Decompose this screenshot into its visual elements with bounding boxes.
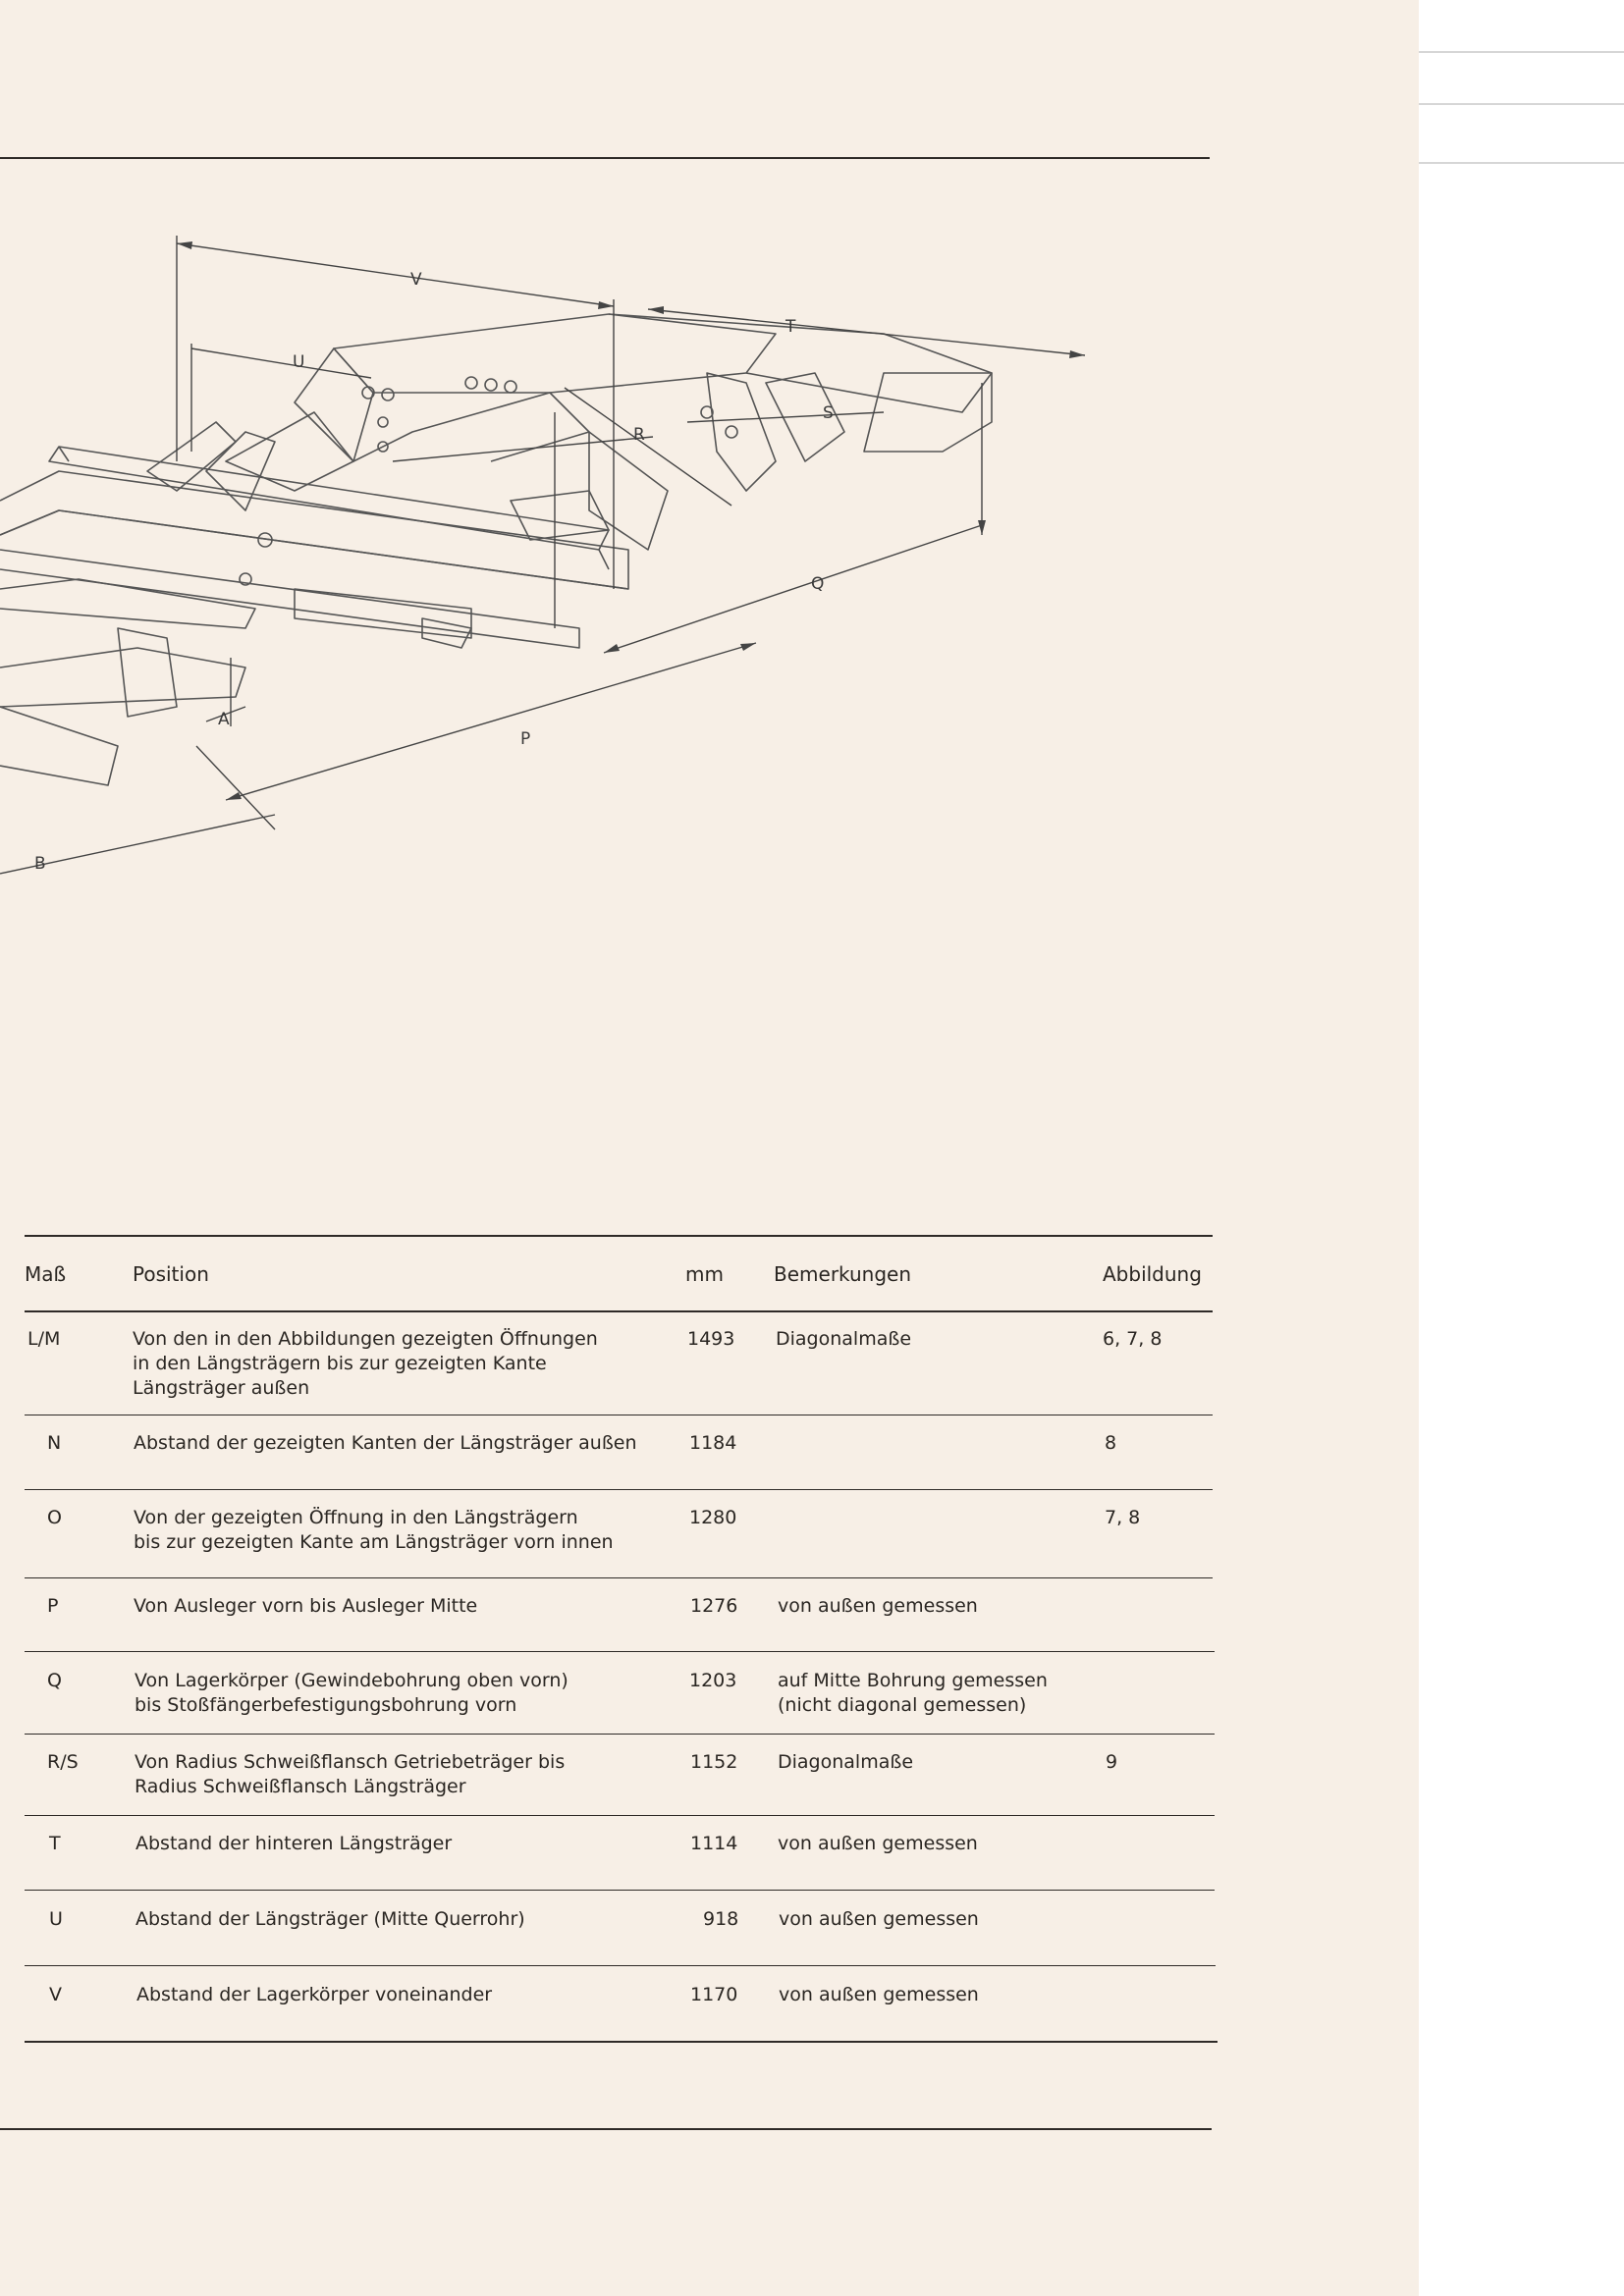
row-position: Abstand der hinteren Längsträger: [135, 1833, 453, 1854]
row-position: Von Radius Schweißflansch Getriebeträger bis Radius Schweißflansch Längsträger: [135, 1751, 566, 1797]
row-rule: [25, 1651, 1215, 1652]
row-position: Abstand der Längsträger (Mitte Querrohr): [135, 1908, 525, 1930]
edge-tab: [1419, 103, 1624, 105]
row-abbildung: 9: [1106, 1751, 1118, 1773]
page-edge: [1419, 0, 1624, 2296]
row-position: Abstand der Lagerkörper voneinander: [136, 1984, 493, 2005]
table-top-rule: [25, 1235, 1213, 1237]
row-rule: [25, 1815, 1215, 1816]
row-mass: V: [49, 1984, 62, 2005]
row-bemerkung: von außen gemessen: [778, 1595, 978, 1617]
row-rule: [25, 1734, 1215, 1735]
row-bemerkung: von außen gemessen: [778, 1833, 978, 1854]
dim-label-t: T: [785, 317, 796, 337]
dim-label-r: R: [633, 425, 645, 445]
row-position: Von Ausleger vorn bis Ausleger Mitte: [134, 1595, 478, 1617]
row-abbildung: 6, 7, 8: [1103, 1328, 1163, 1350]
row-bemerkung: Diagonalmaße: [776, 1328, 912, 1350]
row-bemerkung: von außen gemessen: [779, 1908, 979, 1930]
row-mm: 918: [703, 1908, 739, 1930]
row-position: Von der gezeigten Öffnung in den Längsträgern bis zur gezeigten Kante am Längsträger vorn innen: [134, 1507, 614, 1553]
chassis-frame-diagram: [0, 216, 1110, 903]
edge-tab: [1419, 162, 1624, 164]
row-mm: 1280: [689, 1507, 737, 1528]
row-position: Von Lagerkörper (Gewindebohrung oben vorn) bis Stoßfängerbefestigungsbohrung vorn: [135, 1670, 568, 1716]
header-abbildung: Abbildung: [1103, 1262, 1202, 1286]
header-bemerkungen: Bemerkungen: [774, 1262, 912, 1286]
header-position: Position: [133, 1262, 209, 1286]
dim-label-b: B: [34, 854, 46, 874]
row-mm: 1203: [689, 1670, 737, 1691]
row-bemerkung: auf Mitte Bohrung gemessen (nicht diagonal gemessen): [778, 1670, 1048, 1716]
row-mass: P: [47, 1595, 59, 1617]
row-mass: L/M: [27, 1328, 61, 1350]
row-mm: 1493: [687, 1328, 735, 1350]
top-rule: [0, 157, 1210, 159]
row-rule: [25, 1965, 1216, 1966]
row-mm: 1276: [690, 1595, 738, 1617]
row-abbildung: 7, 8: [1105, 1507, 1141, 1528]
row-position: Von den in den Abbildungen gezeigten Öffnungen in den Längsträgern bis zur gezeigten Kante Längsträger außen: [133, 1328, 598, 1399]
row-mm: 1114: [690, 1833, 738, 1854]
row-mm: 1184: [689, 1432, 737, 1454]
header-mm: mm: [685, 1262, 724, 1286]
dim-label-p: P: [520, 729, 531, 749]
footer-rule: [0, 2128, 1212, 2130]
row-mass: T: [49, 1833, 61, 1854]
dim-label-a: A: [218, 710, 230, 729]
row-mm: 1170: [690, 1984, 738, 2005]
row-mass: U: [49, 1908, 63, 1930]
row-mm: 1152: [690, 1751, 738, 1773]
row-rule: [25, 1890, 1215, 1891]
row-bemerkung: Diagonalmaße: [778, 1751, 914, 1773]
dim-label-u: U: [293, 352, 305, 372]
row-bemerkung: von außen gemessen: [779, 1984, 979, 2005]
row-rule: [25, 1489, 1213, 1490]
row-mass: N: [47, 1432, 62, 1454]
dim-label-v: V: [410, 270, 422, 290]
row-mass: Q: [47, 1670, 62, 1691]
row-position: Abstand der gezeigten Kanten der Längsträger außen: [134, 1432, 637, 1454]
table-bottom-rule: [25, 2041, 1218, 2043]
edge-tab: [1419, 51, 1624, 53]
header-mass: Maß: [25, 1262, 67, 1286]
row-mass: O: [47, 1507, 62, 1528]
dim-label-q: Q: [811, 574, 825, 594]
row-rule: [25, 1577, 1213, 1578]
header-rule: [25, 1310, 1213, 1312]
row-mass: R/S: [47, 1751, 79, 1773]
row-abbildung: 8: [1105, 1432, 1117, 1454]
dim-label-s: S: [823, 403, 834, 423]
